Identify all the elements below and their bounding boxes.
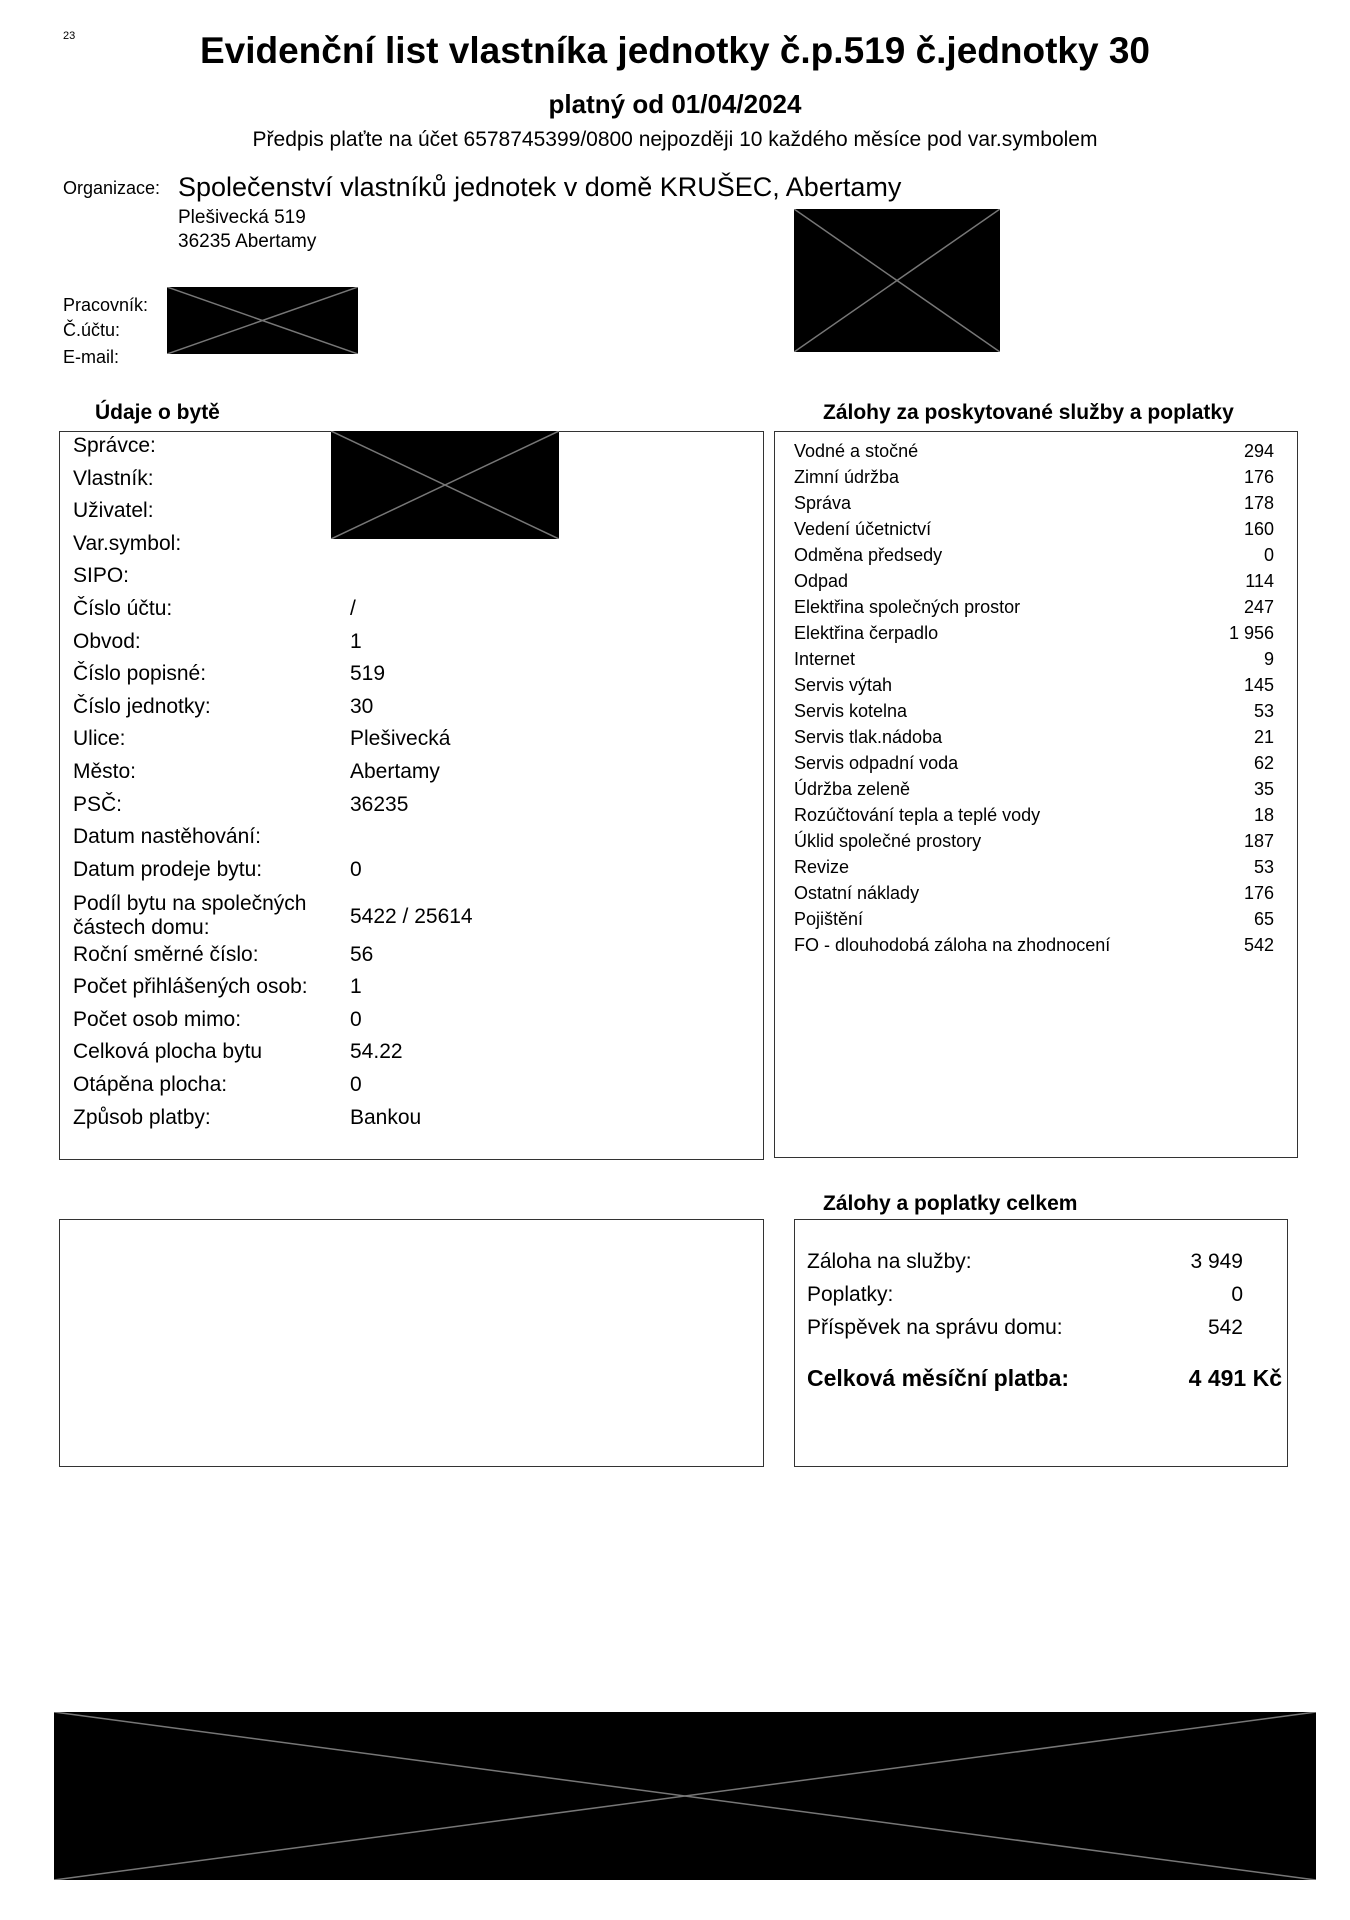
fee-amount: 18 (1253, 805, 1274, 825)
fee-row (794, 935, 1274, 956)
fee-amount: 247 (1243, 597, 1274, 617)
fee-row (794, 805, 1274, 826)
fee-row (794, 701, 1274, 722)
fee-name: Rozúčtování tepla a teplé vody (794, 805, 1041, 825)
account-label: Č.účtu: (63, 320, 121, 340)
unit-field-value: 0 (350, 857, 362, 881)
fee-amount: 35 (1253, 779, 1274, 799)
fee-amount: 145 (1243, 675, 1274, 695)
fee-amount: 176 (1243, 467, 1274, 487)
fee-name: Servis odpadní voda (794, 753, 959, 773)
unit-field-value: 36235 (350, 792, 409, 816)
fee-amount: 542 (1243, 935, 1274, 955)
unit-field-label: Číslo popisné: (73, 662, 207, 686)
notes-box (59, 1219, 764, 1467)
unit-field-label-line1: Podíl bytu na společných (73, 892, 307, 916)
fee-name: Elektřina společných prostor (794, 597, 1021, 617)
fee-amount: 53 (1253, 857, 1274, 877)
fee-amount: 114 (1245, 571, 1274, 591)
unit-field-value: 1 (350, 975, 362, 999)
fee-row (794, 675, 1274, 696)
fee-row (794, 753, 1274, 774)
unit-field-label-line2: částech domu: (73, 916, 210, 940)
fee-name: Odpad (794, 571, 849, 591)
fee-amount: 53 (1253, 701, 1274, 721)
unit-field-label: Počet přihlášených osob: (73, 975, 308, 999)
page-number: 23 (63, 30, 76, 42)
totals-value: 0 (1231, 1283, 1243, 1306)
unit-field-value: 30 (350, 694, 374, 718)
fee-row (794, 649, 1274, 670)
unit-field-label: Vlastník: (73, 466, 154, 490)
fee-name: Vedení účetnictví (794, 519, 932, 539)
totals-value: 3 949 (1190, 1250, 1243, 1273)
fee-row (794, 727, 1274, 748)
unit-field-label: Způsob platby: (73, 1105, 211, 1129)
fee-amount: 160 (1243, 519, 1274, 539)
unit-field-label: Správce: (73, 434, 156, 457)
fee-name: Správa (794, 493, 852, 513)
fee-row (794, 441, 1274, 462)
fees-heading: Zálohy za poskytované služby a poplatky (823, 401, 1234, 424)
fee-name: Servis kotelna (794, 701, 908, 721)
organization-name: Společenství vlastníků jednotek v domě KRUŠEC, Abertamy (178, 172, 902, 202)
fee-name: Servis výtah (794, 675, 893, 695)
fee-row (794, 597, 1274, 618)
fee-row (794, 519, 1274, 540)
unit-field-label: Datum nastěhování: (73, 825, 261, 849)
unit-field-value: Plešivecká (350, 727, 451, 751)
unit-field-label (73, 892, 306, 940)
fee-amount: 178 (1243, 493, 1274, 513)
fee-row (794, 571, 1274, 592)
fee-amount: 62 (1253, 753, 1274, 773)
totals-label: Záloha na služby: (807, 1250, 972, 1273)
fee-name: Úklid společné prostory (794, 831, 982, 851)
redacted-owner (331, 431, 559, 539)
fee-amount: 0 (1263, 545, 1274, 565)
fee-amount: 294 (1243, 441, 1274, 461)
fee-name: Zimní údržba (794, 467, 900, 487)
unit-field-value: 0 (350, 1072, 362, 1096)
page-title: Evidenční list vlastníka jednotky č.p.519 č.jednotky 30 (199, 30, 1151, 71)
fee-name: Internet (794, 649, 856, 669)
grand-total-label: Celková měsíční platba: (807, 1365, 1070, 1391)
unit-field-value: Bankou (350, 1105, 422, 1129)
fee-row (794, 545, 1274, 566)
fee-row (794, 493, 1274, 514)
grand-total-row (807, 1365, 1282, 1392)
fee-amount: 65 (1253, 909, 1274, 929)
totals-label: Poplatky: (807, 1283, 894, 1306)
totals-row (807, 1316, 1243, 1340)
fee-name: Ostatní náklady (794, 883, 920, 903)
unit-field-label: Var.symbol: (73, 531, 182, 555)
unit-field-value: 519 (350, 662, 386, 686)
unit-field-label: Město: (73, 760, 137, 783)
unit-field-value: 56 (350, 942, 374, 966)
fee-row (794, 857, 1274, 878)
unit-field-label: Roční směrné číslo: (73, 942, 259, 966)
unit-field-value: 1 (350, 629, 362, 653)
unit-field-label: Datum prodeje bytu: (73, 857, 263, 881)
totals-heading: Zálohy a poplatky celkem (823, 1192, 1078, 1215)
unit-field-label: SIPO: (73, 564, 130, 588)
organization-label: Organizace: (63, 178, 161, 198)
fee-row (794, 779, 1274, 800)
fee-amount: 21 (1253, 727, 1274, 747)
email-label: E-mail: (63, 347, 120, 367)
unit-field-label: Otápěna plocha: (73, 1072, 228, 1096)
fee-name: Elektřina čerpadlo (794, 623, 939, 643)
unit-field-label: Uživatel: (73, 499, 154, 523)
totals-value: 542 (1207, 1316, 1243, 1339)
totals-label: Příspěvek na správu domu: (807, 1316, 1063, 1339)
redacted-logo (794, 209, 1000, 352)
fee-name: Pojištění (794, 909, 864, 929)
fee-row (794, 623, 1274, 644)
redacted-footer (54, 1712, 1316, 1880)
unit-heading: Údaje o bytě (95, 401, 220, 424)
fee-amount: 1 956 (1228, 623, 1274, 643)
totals-row (807, 1283, 1243, 1307)
fee-row (794, 909, 1274, 930)
grand-total-value: 4 491 Kč (1188, 1365, 1282, 1391)
unit-field-label: Celková plocha bytu (73, 1040, 263, 1064)
unit-field-label: Obvod: (73, 629, 141, 653)
fee-name: Revize (794, 857, 850, 877)
unit-field-label: Ulice: (73, 727, 126, 751)
fee-name: Vodné a stočné (794, 441, 919, 461)
valid-from: platný od 01/04/2024 (548, 89, 802, 119)
unit-field-value: 5422 / 25614 (350, 905, 473, 929)
fee-name: Servis tlak.nádoba (794, 727, 943, 747)
worker-label: Pracovník: (63, 295, 149, 315)
fee-amount: 187 (1243, 831, 1274, 851)
fee-name: FO - dlouhodobá záloha na zhodnocení (794, 935, 1111, 955)
unit-field-value: Abertamy (350, 760, 440, 783)
fee-row (794, 831, 1274, 852)
payment-instructions: Předpis plaťte na účet 6578745399/0800 nejpozději 10 každého měsíce pod var.symbolem (252, 128, 1098, 151)
organization-city: 36235 Abertamy (178, 231, 317, 252)
unit-field-label: Číslo účtu: (73, 597, 173, 620)
unit-field-value: 54.22 (350, 1040, 403, 1064)
redacted-contact (167, 287, 358, 354)
fee-name: Údržba zeleně (794, 779, 911, 799)
unit-field-label: Počet osob mimo: (73, 1007, 242, 1031)
fee-amount: 176 (1243, 883, 1274, 903)
fee-row (794, 467, 1274, 488)
unit-field-value: / (350, 597, 356, 620)
unit-field-label: PSČ: (73, 792, 123, 816)
fee-row (794, 883, 1274, 904)
unit-field-label: Číslo jednotky: (73, 694, 211, 718)
fee-amount: 9 (1263, 649, 1274, 669)
organization-street: Plešivecká 519 (178, 207, 306, 228)
unit-field-value: 0 (350, 1007, 362, 1031)
totals-row (807, 1250, 1243, 1274)
fee-name: Odměna předsedy (794, 545, 943, 565)
